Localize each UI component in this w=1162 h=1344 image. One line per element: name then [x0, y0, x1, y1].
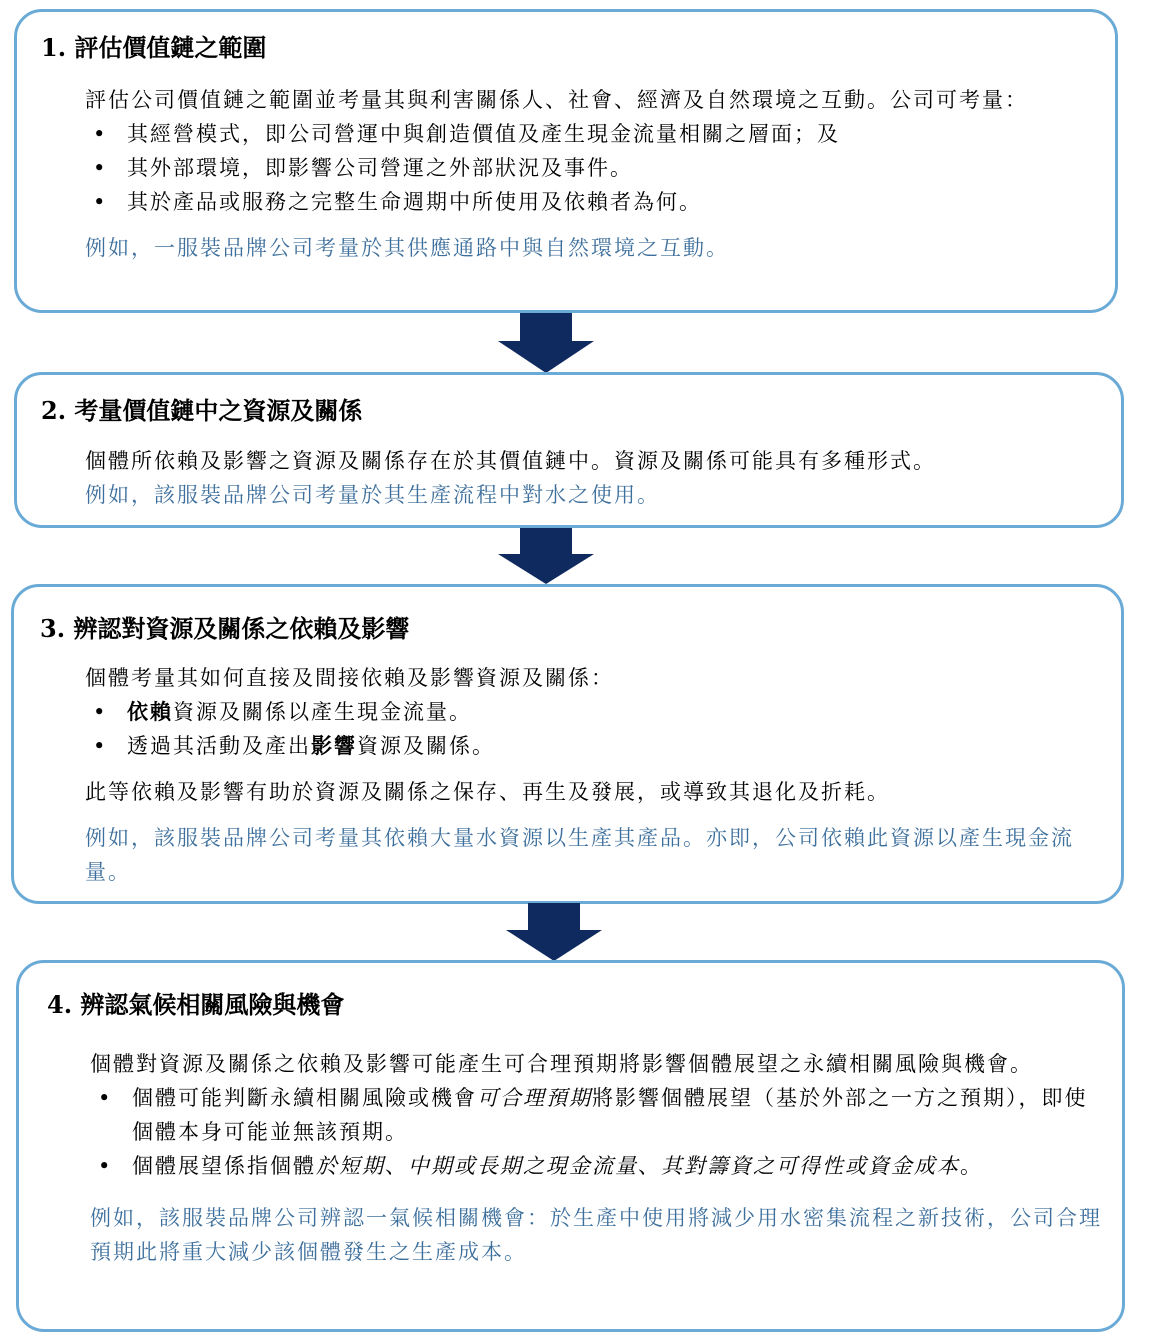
down-arrow-icon	[506, 903, 602, 961]
bullet-icon: •	[93, 156, 108, 180]
bullet-icon: •	[93, 734, 108, 758]
step-1-example: 例如，一服裝品牌公司考量於其供應通路中與自然環境之互動。	[85, 236, 729, 260]
down-arrow-icon	[498, 528, 594, 584]
step-3-note: 此等依賴及影響有助於資源及關係之保存、再生及發展，或導致其退化及折耗。	[85, 780, 890, 804]
step-1-title: 1. 評估價值鏈之範圍	[41, 33, 267, 62]
down-arrow-icon	[498, 313, 594, 373]
step-4-body	[90, 1047, 1105, 1269]
step-4-title: 4. 辨認氣候相關風險與機會	[47, 990, 345, 1019]
step-2-body	[85, 444, 1100, 512]
step-3-title: 3. 辨認對資源及關係之依賴及影響	[40, 614, 410, 643]
list-item: • 依賴資源及關係以產生現金流量。	[85, 695, 1105, 729]
list-item: • 透過其活動及產出影響資源及關係。	[85, 729, 1105, 763]
step-2-box	[14, 372, 1124, 528]
step-4-box	[16, 960, 1125, 1332]
step-2-intro: 個體所依賴及影響之資源及關係存在於其價值鏈中。資源及關係可能具有多種形式。	[85, 449, 936, 473]
list-item: • 個體展望係指個體於短期、中期或長期之現金流量、其對籌資之可得性或資金成本。	[90, 1149, 1105, 1183]
step-4-example: 例如，該服裝品牌公司辨認一氣候相關機會：於生產中使用將減少用水密集流程之新技術，公司合理預期此將重大減少該個體發生之生產成本。	[90, 1206, 1102, 1264]
step-2-example: 例如，該服裝品牌公司考量於其生產流程中對水之使用。	[85, 483, 660, 507]
step-4-intro: 個體對資源及關係之依賴及影響可能產生可合理預期將影響個體展望之永續相關風險與機會。	[90, 1052, 1033, 1076]
step-1-intro: 評估公司價值鏈之範圍並考量其與利害關係人、社會、經濟及自然環境之互動。公司可考量：	[85, 88, 1028, 112]
list-item: • 個體可能判斷永續相關風險或機會可合理預期將影響個體展望（基於外部之一方之預期），即使個體本身可能並無該預期。	[90, 1081, 1105, 1149]
step-3-box	[11, 584, 1124, 904]
list-item: • 其外部環境，即影響公司營運之外部狀況及事件。	[85, 151, 1095, 185]
bullet-icon: •	[98, 1154, 113, 1178]
step-3-example: 例如，該服裝品牌公司考量其依賴大量水資源以生產其產品。亦即，公司依賴此資源以產生現金流量。	[85, 826, 1074, 884]
bullet-icon: •	[98, 1086, 113, 1110]
list-item: • 其經營模式，即公司營運中與創造價值及產生現金流量相關之層面；及	[85, 117, 1095, 151]
step-1-body	[85, 83, 1095, 265]
step-1-box	[14, 9, 1118, 313]
step-2-title: 2. 考量價值鏈中之資源及關係	[41, 396, 363, 425]
list-item: • 其於產品或服務之完整生命週期中所使用及依賴者為何。	[85, 185, 1095, 219]
bullet-icon: •	[93, 700, 108, 724]
step-4-bullet-list	[90, 1081, 1105, 1183]
step-3-intro: 個體考量其如何直接及間接依賴及影響資源及關係：	[85, 666, 614, 690]
step-1-bullet-list	[85, 117, 1095, 219]
bullet-icon: •	[93, 122, 108, 146]
bullet-icon: •	[93, 190, 108, 214]
step-3-bullet-list	[85, 695, 1105, 763]
step-3-body	[85, 661, 1105, 889]
